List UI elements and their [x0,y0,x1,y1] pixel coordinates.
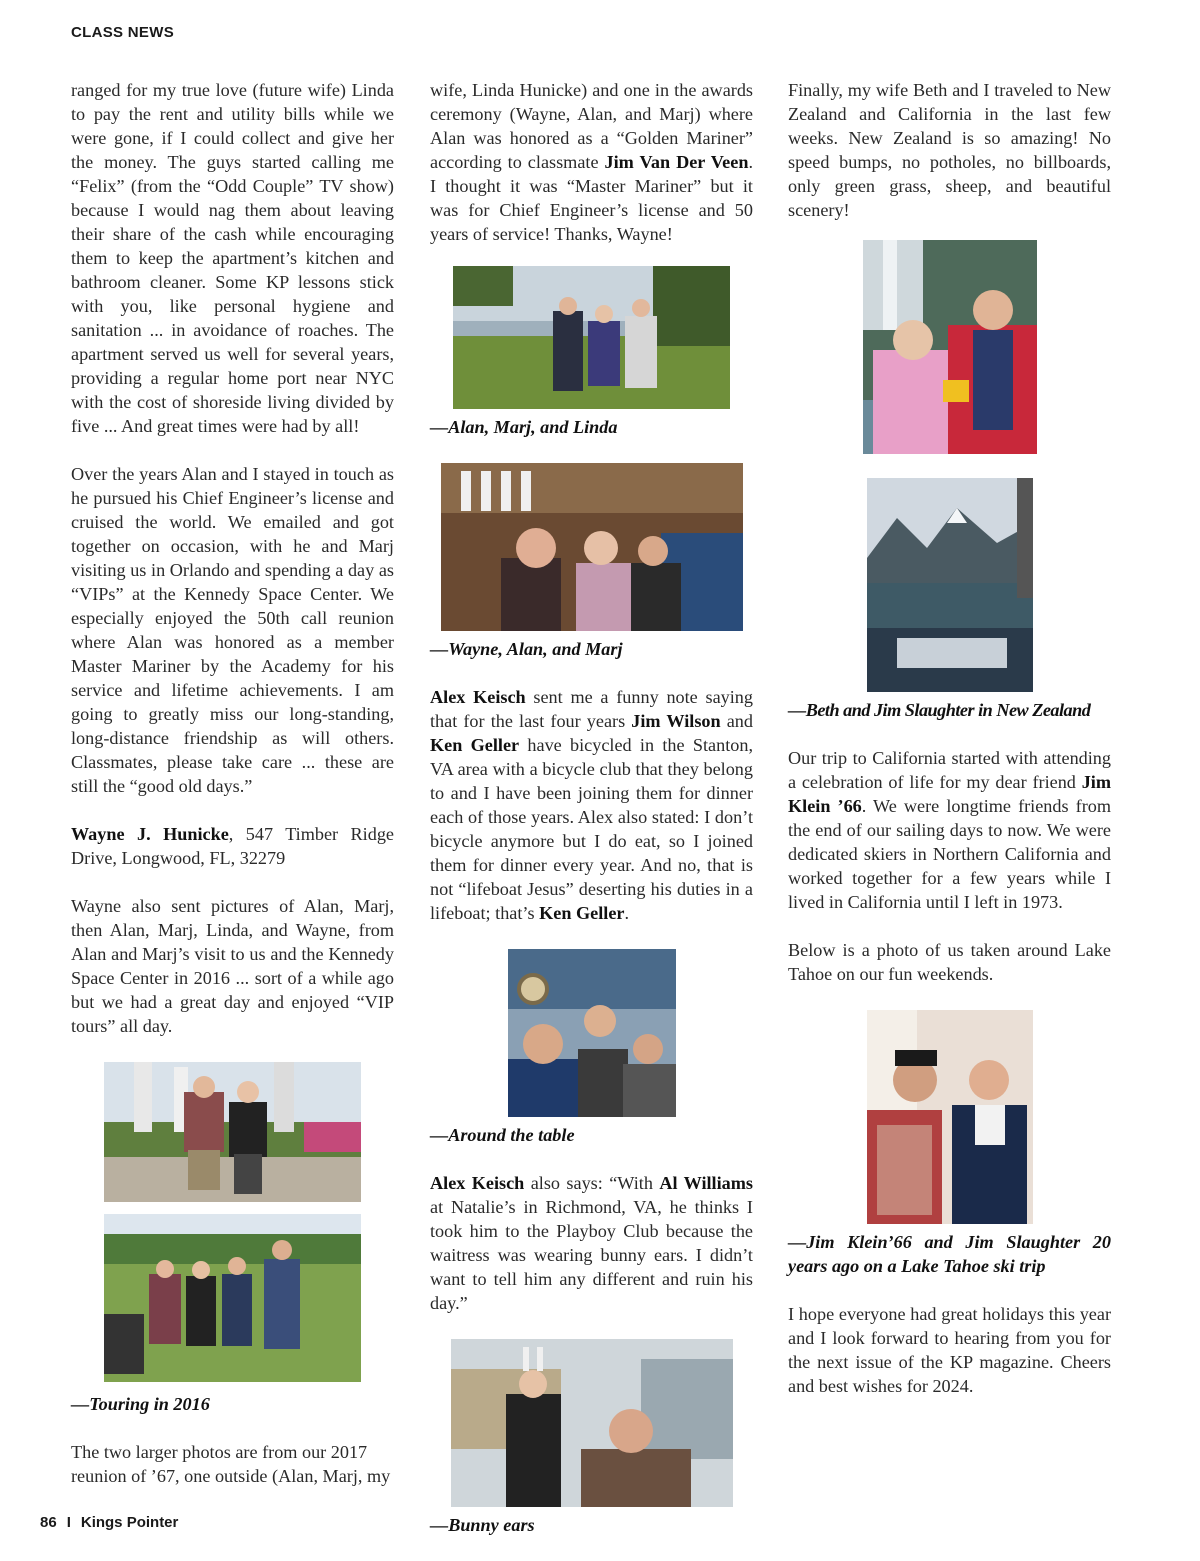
col3-p2-text-a: Our trip to California started with attending a celebration of life for my dear friend [788,748,1111,792]
name-al-williams: Al Williams [659,1173,753,1193]
caption-around-the-table: —Around the table [430,1125,575,1145]
col2-p1-text-b: . I thought it was “Master Mariner” but it was for Chief Engineer’s license and 50 years of service! Thanks, Wayne! [430,152,753,244]
col1-paragraph-1: ranged for my true love (future wife) Linda to pay the rent and utility bills while we were gone, if I could collect and give her the money. The guys started calling me “Felix” (from the “Odd Couple” TV show) because I would nag them about leaving their share of the cash while encouraging them to keep the apartment’s kitchen and bathroom cleaner. Some KP lessons stick with you, like personal hygiene and sanitation ... in avoidance of roaches. The apartment served us well for several years, providing a regular home port near NYC with the cost of shoreside living divided by five ... And great times were had by all! [71,80,394,436]
col3-p2-text-b: . We were longtime friends from the end of our sailing days to now. We were dedicated skiers in Northern California and worked together for a few years while I lived in California until I left in 1973. [788,796,1111,912]
caption-jim-klein-lake-tahoe: —Jim Klein’66 and Jim Slaughter 20 years ago on a Lake Tahoe ski trip [788,1232,1111,1276]
col1-paragraph-5: The two larger photos are from our 2017 reunion of ’67, one outside (Alan, Marj, my [71,1442,391,1486]
name-alex-keisch-2: Alex Keisch [430,1173,525,1193]
col2-p2-text-d: . [624,903,630,923]
col1-paragraph-2: Over the years Alan and I stayed in touch as he pursued his Chief Engineer’s license and cruised the world. We emailed and got together on occasion, with he and Marj visiting us in Orlando and spending a day as “VIPs” at the Kennedy Space Center. We especially enjoyed the 50th call reunion where Alan was honored as a member Master Mariner by the Academy for his service and lifetime achievements. I am going to greatly miss our long-standing, long-distance friendship as will others. Classmates, please take care ... these are still the “good old days.” [71,464,394,796]
col2-p1-text-a: wife, Linda Hunicke) and one in the awards ceremony (Wayne, Alan, and Marj) where Alan was honored as a “Golden Mariner” according to classmate [430,80,753,172]
name-alex-keisch: Alex Keisch [430,687,526,707]
col2-paragraph-1 [430,78,753,246]
col2-p2-text-c: have bicycled in the Stanton, VA area with a bicycle club that they belong to and I have been joining them for dinner each of those years. Alex also stated: I don’t bicycle anymore but I do eat, so I joined them for dinner every year. And no, that is not “lifeboat Jesus” deserting his duties in a lifeboat; that’s [430,735,753,923]
photo-milford-sound [867,478,1033,692]
photo-four-people-touring [104,1214,361,1382]
caption-wayne-alan-marj: —Wayne, Alan, and Marj [430,639,623,659]
col3-paragraph-4: I hope everyone had great holidays this year and I look forward to hearing from you for the next issue of the KP magazine. Cheers and best wishes for 2024. [788,1304,1111,1396]
page-footer [40,1514,178,1531]
photo-awards-dinner [441,463,743,631]
name-ken-geller: Ken Geller [430,735,520,755]
photo-bunny-ears [451,1339,733,1507]
column-2 [430,78,753,1561]
col3-paragraph-3: Below is a photo of us taken around Lake Tahoe on our fun weekends. [788,940,1111,984]
col2-paragraph-2 [430,685,753,925]
col1-paragraph-4: Wayne also sent pictures of Alan, Marj, then Alan, Marj, Linda, and Wayne, from Alan and Marj’s visit to us and the Kennedy Space Center in 2016 ... sort of a while ago but we had a great day and enjoyed “VIP tours” all day. [71,896,394,1036]
column-1 [71,78,394,1512]
caption-bunny-ears: —Bunny ears [430,1515,535,1535]
col2-p2-text-b: and [720,711,753,731]
magazine-name: Kings Pointer [80,1514,179,1531]
photo-lake-tahoe-ski-trip [867,1010,1033,1224]
name-ken-geller-2: Ken Geller [539,903,625,923]
page-number: 86 [40,1514,57,1531]
column-3 [788,78,1111,1422]
col3-paragraph-1: Finally, my wife Beth and I traveled to New Zealand and California in the last few weeks. New Zealand is so amazing! No speed bumps, no potholes, no billboards, only green grass, sheep, and beautiful scenery! [788,80,1111,220]
name-jim-klein: Jim Klein ’66 [788,772,1111,816]
col2-p3-text-b: at Natalie’s in Richmond, VA, he thinks I took him to the Playboy Club because the waitress was wearing bunny ears. I didn’t want to tell him any different and ruin his day.” [430,1197,753,1313]
address-text: , 547 Timber Ridge Drive, Longwood, FL, 32279 [71,824,394,868]
name-jim-wilson: Jim Wilson [631,711,721,731]
footer-separator: I [66,1514,71,1531]
photo-beth-and-jim-boat [863,240,1037,454]
caption-beth-and-jim-new-zealand: —Beth and Jim Slaughter in New Zealand [788,700,1091,720]
col2-p3-text-a: also says: “With [524,1173,660,1193]
section-header: CLASS NEWS [71,24,175,41]
col1-address [71,822,394,870]
photo-alan-marj-linda [453,266,730,409]
col3-paragraph-2 [788,746,1111,914]
col2-paragraph-3 [430,1171,753,1315]
caption-alan-marj-linda: —Alan, Marj, and Linda [430,417,618,437]
photo-around-the-table [508,949,676,1117]
classmate-name: Jim Van Der Veen [604,152,749,172]
author-name: Wayne J. Hunicke [71,824,229,844]
col2-p2-text-a: sent me a funny note saying that for the last four years [430,687,753,731]
caption-touring-2016: —Touring in 2016 [71,1394,210,1414]
photo-rocket-garden [104,1062,361,1202]
